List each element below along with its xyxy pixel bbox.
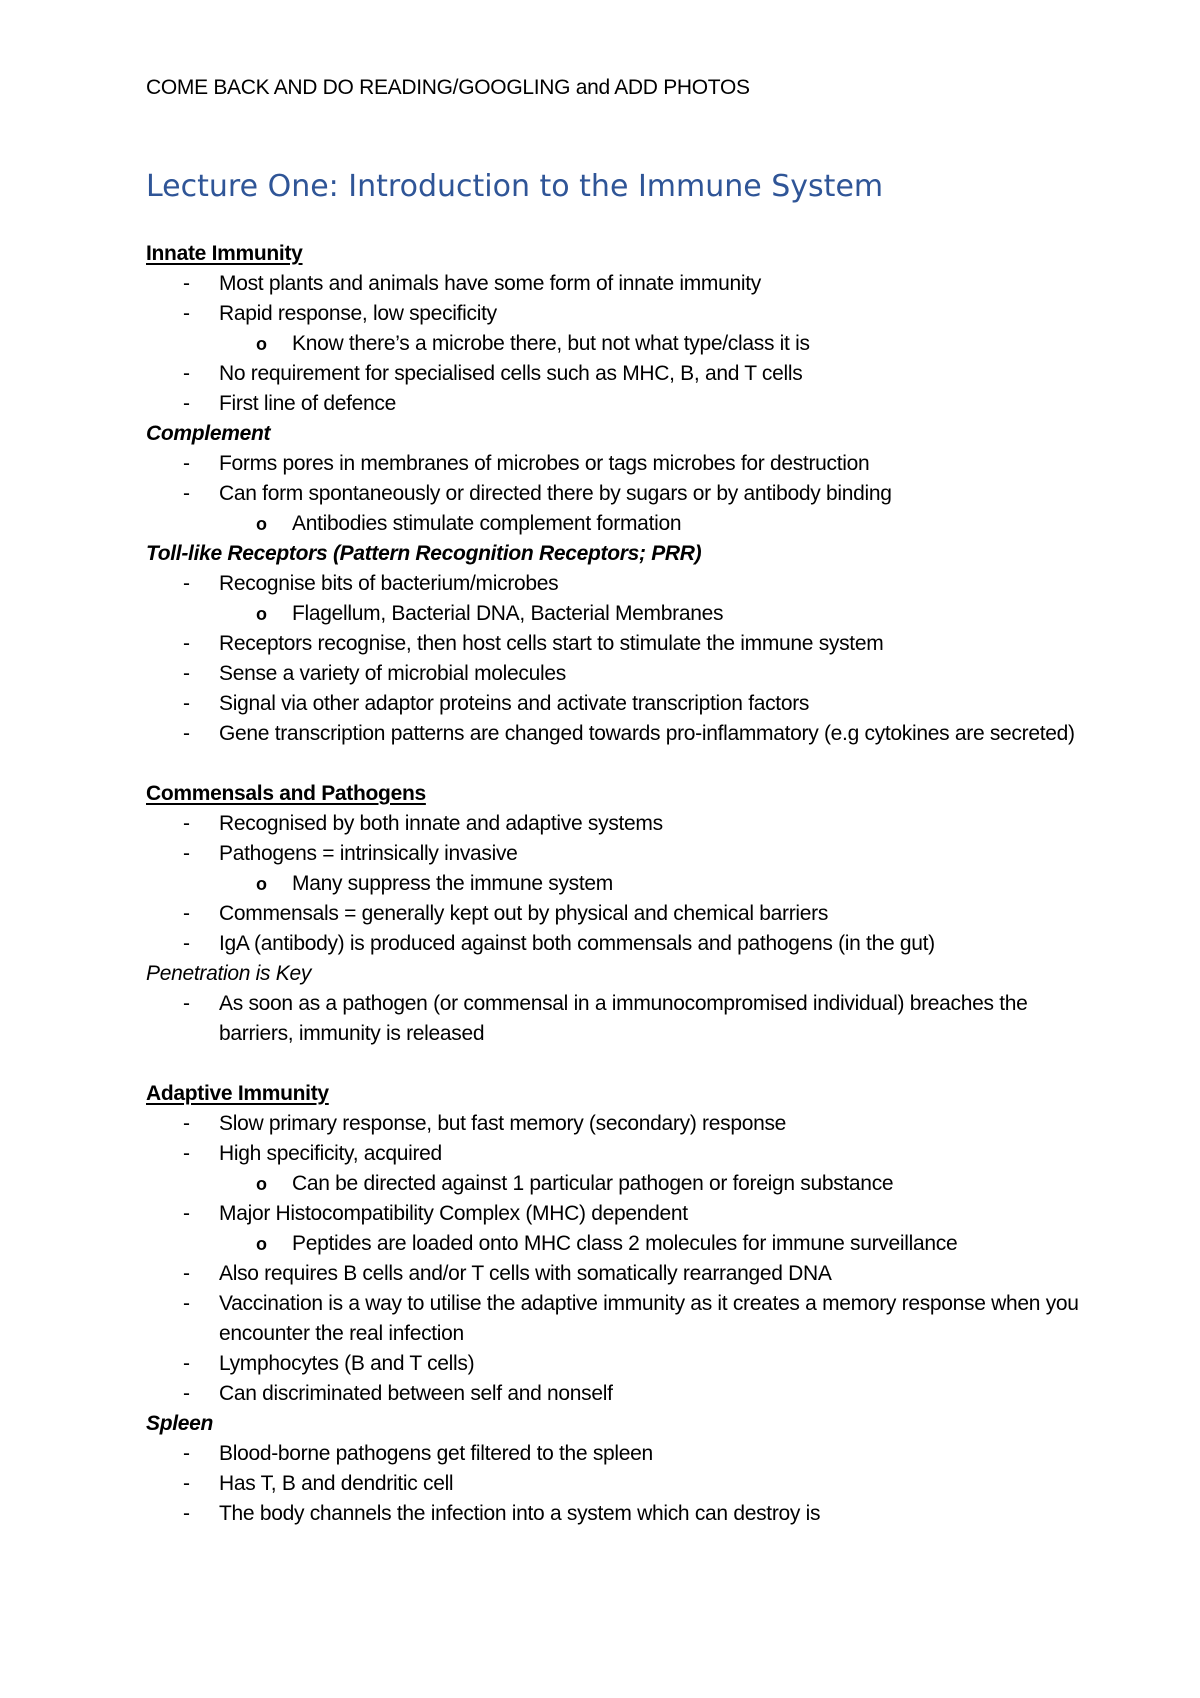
bullet-item	[146, 809, 1086, 839]
bullet-text: Recognised by both innate and adaptive systems	[219, 812, 663, 835]
bullet-text: Gene transcription patterns are changed towards pro-inflammatory (e.g cytokines are secreted)	[219, 722, 1075, 745]
bullet-item	[146, 929, 1086, 959]
dash-bullet-icon: -	[183, 842, 190, 865]
heading-line	[146, 959, 1086, 989]
bullet-text: Commensals = generally kept out by physical and chemical barriers	[219, 902, 829, 925]
sub-bullet-item	[146, 869, 1086, 899]
bullet-item	[146, 1499, 1086, 1529]
dash-bullet-icon: -	[183, 1202, 190, 1225]
dash-bullet-icon: -	[183, 1292, 190, 1315]
heading-line	[146, 419, 1086, 449]
bullet-text: Pathogens = intrinsically invasive	[219, 842, 518, 865]
dash-bullet-icon: -	[183, 572, 190, 595]
dash-bullet-icon: -	[183, 482, 190, 505]
dash-bullet-icon: -	[183, 1112, 190, 1135]
section-heading: Toll-like Receptors (Pattern Recognition Receptors; PRR)	[146, 542, 702, 565]
dash-bullet-icon: -	[183, 1472, 190, 1495]
bullet-item	[146, 359, 1086, 389]
sub-bullet-item	[146, 509, 1086, 539]
bullet-text: Peptides are loaded onto MHC class 2 molecules for immune surveillance	[292, 1232, 958, 1255]
bullet-text: Recognise bits of bacterium/microbes	[219, 572, 559, 595]
bullet-item	[146, 989, 1086, 1049]
bullet-item	[146, 1259, 1086, 1289]
bullet-item	[146, 839, 1086, 869]
heading-line	[146, 1409, 1086, 1439]
bullet-text: Also requires B cells and/or T cells with somatically rearranged DNA	[219, 1262, 832, 1285]
section-heading: Spleen	[146, 1412, 214, 1435]
bullet-item	[146, 449, 1086, 479]
circle-bullet-icon: o	[256, 514, 267, 534]
bullet-item	[146, 1139, 1086, 1169]
bullet-text: As soon as a pathogen (or commensal in a immunocompromised individual) breaches the barriers, immunity is released	[219, 992, 1028, 1045]
bullet-text: Rapid response, low specificity	[219, 302, 497, 325]
bullet-item	[146, 1289, 1086, 1349]
section-heading: Complement	[146, 422, 271, 445]
bullet-item	[146, 569, 1086, 599]
section-heading: Commensals and Pathogens	[146, 782, 426, 805]
bullet-text: Lymphocytes (B and T cells)	[219, 1352, 475, 1375]
circle-bullet-icon: o	[256, 334, 267, 354]
sub-bullet-item	[146, 1229, 1086, 1259]
bullet-text: The body channels the infection into a system which can destroy is	[219, 1502, 821, 1525]
heading-line	[146, 1079, 1086, 1109]
bullet-text: Signal via other adaptor proteins and activate transcription factors	[219, 692, 810, 715]
bullet-text: Flagellum, Bacterial DNA, Bacterial Membranes	[292, 602, 724, 625]
dash-bullet-icon: -	[183, 1262, 190, 1285]
bullet-text: Know there’s a microbe there, but not what type/class it is	[292, 332, 810, 355]
section-spacer	[146, 749, 1086, 779]
section-heading: Adaptive Immunity	[146, 1082, 329, 1105]
bullet-text: Has T, B and dendritic cell	[219, 1472, 454, 1495]
dash-bullet-icon: -	[183, 392, 190, 415]
bullet-text: Slow primary response, but fast memory (secondary) response	[219, 1112, 787, 1135]
sub-bullet-item	[146, 1169, 1086, 1199]
bullet-item	[146, 1199, 1086, 1229]
sub-bullet-item	[146, 329, 1086, 359]
dash-bullet-icon: -	[183, 302, 190, 325]
dash-bullet-icon: -	[183, 362, 190, 385]
dash-bullet-icon: -	[183, 272, 190, 295]
bullet-text: High specificity, acquired	[219, 1142, 442, 1165]
circle-bullet-icon: o	[256, 1234, 267, 1254]
bullet-text: Antibodies stimulate complement formation	[292, 512, 682, 535]
dash-bullet-icon: -	[183, 722, 190, 745]
bullet-item	[146, 269, 1086, 299]
bullet-text: Receptors recognise, then host cells start to stimulate the immune system	[219, 632, 884, 655]
bullet-text: Vaccination is a way to utilise the adaptive immunity as it creates a memory response when you encounter the real infection	[219, 1292, 1079, 1345]
circle-bullet-icon: o	[256, 874, 267, 894]
circle-bullet-icon: o	[256, 1174, 267, 1194]
bullet-text: Many suppress the immune system	[292, 872, 613, 895]
dash-bullet-icon: -	[183, 632, 190, 655]
bullet-item	[146, 899, 1086, 929]
todo-note: COME BACK AND DO READING/GOOGLING and ADD PHOTOS	[146, 76, 750, 99]
notes-body	[146, 239, 1086, 1529]
section-heading: Innate Immunity	[146, 242, 303, 265]
section-spacer	[146, 1049, 1086, 1079]
dash-bullet-icon: -	[183, 1382, 190, 1405]
dash-bullet-icon: -	[183, 992, 190, 1015]
bullet-item	[146, 1379, 1086, 1409]
bullet-text: Forms pores in membranes of microbes or tags microbes for destruction	[219, 452, 870, 475]
bullet-item	[146, 389, 1086, 419]
bullet-item	[146, 1349, 1086, 1379]
bullet-text: Major Histocompatibility Complex (MHC) dependent	[219, 1202, 688, 1225]
bullet-text: IgA (antibody) is produced against both commensals and pathogens (in the gut)	[219, 932, 935, 955]
dash-bullet-icon: -	[183, 662, 190, 685]
dash-bullet-icon: -	[183, 812, 190, 835]
heading-line	[146, 539, 1086, 569]
dash-bullet-icon: -	[183, 1142, 190, 1165]
page-title: Lecture One: Introduction to the Immune System	[146, 169, 884, 204]
bullet-text: Blood-borne pathogens get filtered to the spleen	[219, 1442, 653, 1465]
dash-bullet-icon: -	[183, 1352, 190, 1375]
bullet-item	[146, 629, 1086, 659]
dash-bullet-icon: -	[183, 692, 190, 715]
bullet-item	[146, 659, 1086, 689]
bullet-item	[146, 719, 1086, 749]
section-heading: Penetration is Key	[146, 962, 312, 985]
bullet-text: No requirement for specialised cells such as MHC, B, and T cells	[219, 362, 803, 385]
bullet-item	[146, 689, 1086, 719]
dash-bullet-icon: -	[183, 902, 190, 925]
bullet-item	[146, 1469, 1086, 1499]
dash-bullet-icon: -	[183, 1442, 190, 1465]
bullet-item	[146, 1439, 1086, 1469]
bullet-text: First line of defence	[219, 392, 396, 415]
bullet-text: Can discriminated between self and nonself	[219, 1382, 613, 1405]
bullet-text: Most plants and animals have some form of innate immunity	[219, 272, 761, 295]
sub-bullet-item	[146, 599, 1086, 629]
circle-bullet-icon: o	[256, 604, 267, 624]
dash-bullet-icon: -	[183, 932, 190, 955]
bullet-item	[146, 1109, 1086, 1139]
bullet-item	[146, 479, 1086, 509]
dash-bullet-icon: -	[183, 1502, 190, 1525]
bullet-text: Can form spontaneously or directed there by sugars or by antibody binding	[219, 482, 892, 505]
heading-line	[146, 779, 1086, 809]
dash-bullet-icon: -	[183, 452, 190, 475]
bullet-item	[146, 299, 1086, 329]
heading-line	[146, 239, 1086, 269]
bullet-text: Can be directed against 1 particular pathogen or foreign substance	[292, 1172, 894, 1195]
bullet-text: Sense a variety of microbial molecules	[219, 662, 566, 685]
